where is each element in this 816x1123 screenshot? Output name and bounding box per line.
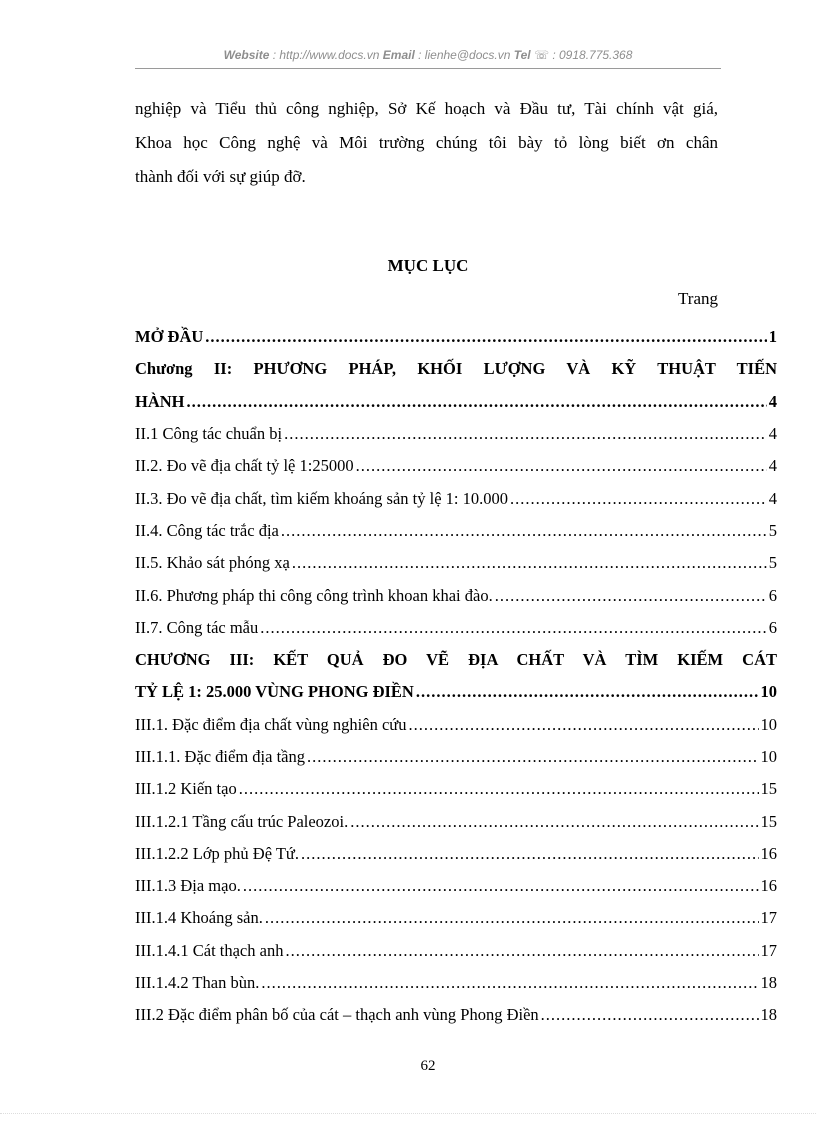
toc-entry[interactable] — [135, 450, 777, 482]
toc-entry-label: III.1.4.1 Cát thạch anh — [135, 940, 284, 960]
phone-icon: ☏ — [533, 48, 549, 62]
toc-leader-dots — [285, 941, 758, 961]
toc-entry[interactable] — [135, 644, 777, 676]
toc-entry-label: III.1.4 Khoáng sản. — [135, 908, 263, 928]
page-number: 62 — [420, 1058, 436, 1074]
toc-leader-dots — [350, 812, 758, 832]
toc-entry-label: II.4. Công tác trắc địa — [135, 520, 279, 540]
toc-entry[interactable] — [135, 579, 777, 611]
toc-entry-page: 5 — [768, 553, 777, 573]
toc-leader-dots — [284, 424, 767, 444]
toc-leader-dots — [408, 715, 758, 735]
toc-entry[interactable] — [135, 321, 777, 353]
toc-entry[interactable] — [135, 612, 777, 644]
toc-entry-label: II.6. Phương pháp thi công công trình khoan khai đào. — [135, 585, 493, 605]
toc-entry-label: II.3. Đo vẽ địa chất, tìm kiếm khoáng sản tỷ lệ 1: 10.000 — [135, 488, 509, 508]
toc-entry-label: III.1.2.1 Tầng cấu trúc Paleozoi. — [135, 811, 349, 831]
toc-entry-label: III.1.2 Kiến tạo — [135, 779, 237, 799]
toc-entry-page: 4 — [768, 424, 777, 444]
paragraph-line: nghiệp và Tiểu thủ công nghiệp, Sở Kế hoạch và Đầu tư, Tài chính vật giá, — [135, 99, 718, 118]
toc-entry[interactable] — [135, 386, 777, 418]
toc-entry-page: 18 — [760, 973, 777, 993]
toc-entry[interactable] — [135, 902, 777, 934]
toc-entry-page: 10 — [760, 714, 777, 734]
toc-entry-label: II.5. Khảo sát phóng xạ — [135, 553, 290, 573]
toc-leader-dots — [261, 973, 758, 993]
toc-leader-dots — [187, 392, 767, 412]
toc-entry[interactable] — [135, 805, 777, 837]
toc-entry-page: 10 — [760, 682, 777, 702]
toc-entry[interactable] — [135, 741, 777, 773]
toc-entry-label: HÀNH — [135, 391, 185, 411]
toc-entry[interactable] — [135, 353, 777, 385]
toc-leader-dots — [239, 779, 759, 799]
toc-entry[interactable] — [135, 773, 777, 805]
toc-leader-dots — [260, 618, 766, 638]
footer-divider — [0, 1113, 816, 1114]
toc-entry-label: III.1.1. Đặc điểm địa tầng — [135, 747, 305, 766]
toc-entry-page: 16 — [760, 876, 777, 896]
toc-leader-dots — [510, 489, 767, 509]
toc-entry-page: 18 — [760, 1005, 777, 1025]
toc-leader-dots — [307, 747, 759, 767]
toc-leader-dots — [205, 327, 766, 347]
toc-entry[interactable] — [135, 709, 777, 741]
toc-entry-label: III.1.4.2 Than bùn. — [135, 973, 260, 993]
toc-entry-page: 17 — [760, 908, 777, 928]
toc-entry-page: 4 — [768, 456, 777, 476]
tel-value: : 0918.775.368 — [552, 48, 633, 62]
website-label: Website — [223, 48, 270, 62]
toc-leader-dots — [301, 844, 758, 864]
toc-entry-page: 10 — [760, 747, 777, 766]
toc-leader-dots — [495, 586, 767, 606]
toc-title: MỤC LỤC — [387, 256, 469, 275]
toc-entry-page: 15 — [760, 811, 777, 831]
toc-leader-dots — [541, 1005, 759, 1025]
toc-entry-page: 15 — [760, 779, 777, 799]
toc-entry-label: II.7. Công tác mẫu — [135, 617, 259, 637]
toc-entry-page: 4 — [768, 488, 777, 508]
website-value: : http://www.docs.vn — [272, 48, 380, 62]
toc-entry-page: 6 — [768, 585, 777, 605]
toc-entry[interactable] — [135, 999, 777, 1031]
toc-entry-label: III.1. Đặc điểm địa chất vùng nghiên cứu — [135, 714, 407, 734]
toc-page-column-header: Trang — [678, 289, 718, 308]
toc-entry-page: 6 — [768, 617, 777, 637]
toc-entry-page: 17 — [760, 940, 777, 960]
toc-entry[interactable] — [135, 418, 777, 450]
paragraph-line: thành đối với sự giúp đỡ. — [135, 167, 306, 186]
toc-entry[interactable] — [135, 547, 777, 579]
toc-entry-label: TỶ LỆ 1: 25.000 VÙNG PHONG ĐIỀN — [135, 682, 414, 702]
toc-leader-dots — [356, 456, 767, 476]
tel-label: Tel — [513, 48, 531, 62]
toc-entry-page: 1 — [768, 327, 777, 347]
toc-entry[interactable] — [135, 967, 777, 999]
toc-entry-label: Chương II: PHƯƠNG PHÁP, KHỐI LƯỢNG VÀ KỸ THUẬT TIẾN — [135, 359, 777, 379]
toc-leader-dots — [265, 908, 759, 928]
email-value: : lienhe@docs.vn — [418, 48, 511, 62]
paragraph-line: Khoa học Công nghệ và Môi trường chúng tôi bày tỏ lòng biết ơn chân — [135, 133, 718, 152]
toc-entry-label: CHƯƠNG III: KẾT QUẢ ĐO VẼ ĐỊA CHẤT VÀ TÌM KIẾM CÁT — [135, 650, 777, 670]
toc-entry[interactable] — [135, 935, 777, 967]
toc-entry[interactable] — [135, 515, 777, 547]
toc-entry-label: MỞ ĐẦU — [135, 327, 204, 347]
toc-entry-page: 5 — [768, 520, 777, 540]
toc-entry-page: 4 — [768, 391, 777, 411]
email-label: Email — [382, 48, 415, 62]
toc-entry[interactable] — [135, 676, 777, 708]
toc-entry-label: II.2. Đo vẽ địa chất tỷ lệ 1:25000 — [135, 456, 354, 476]
toc-leader-dots — [292, 553, 767, 573]
page-header — [135, 48, 721, 69]
toc-entry[interactable] — [135, 482, 777, 514]
toc-leader-dots — [281, 521, 767, 541]
toc-leader-dots — [243, 876, 759, 896]
toc-entry-label: III.1.3 Địa mạo. — [135, 876, 241, 896]
toc-entry-page: 16 — [760, 843, 777, 863]
toc-entry[interactable] — [135, 870, 777, 902]
table-of-contents — [135, 321, 777, 1032]
toc-entry-label: III.2 Đặc điểm phân bố của cát – thạch anh vùng Phong Điền — [135, 1005, 539, 1025]
toc-leader-dots — [416, 682, 759, 702]
acknowledgement-paragraph — [135, 92, 718, 194]
toc-entry[interactable] — [135, 838, 777, 870]
toc-entry-label: III.1.2.2 Lớp phủ Đệ Tứ. — [135, 843, 300, 863]
toc-entry-label: II.1 Công tác chuẩn bị — [135, 424, 283, 444]
